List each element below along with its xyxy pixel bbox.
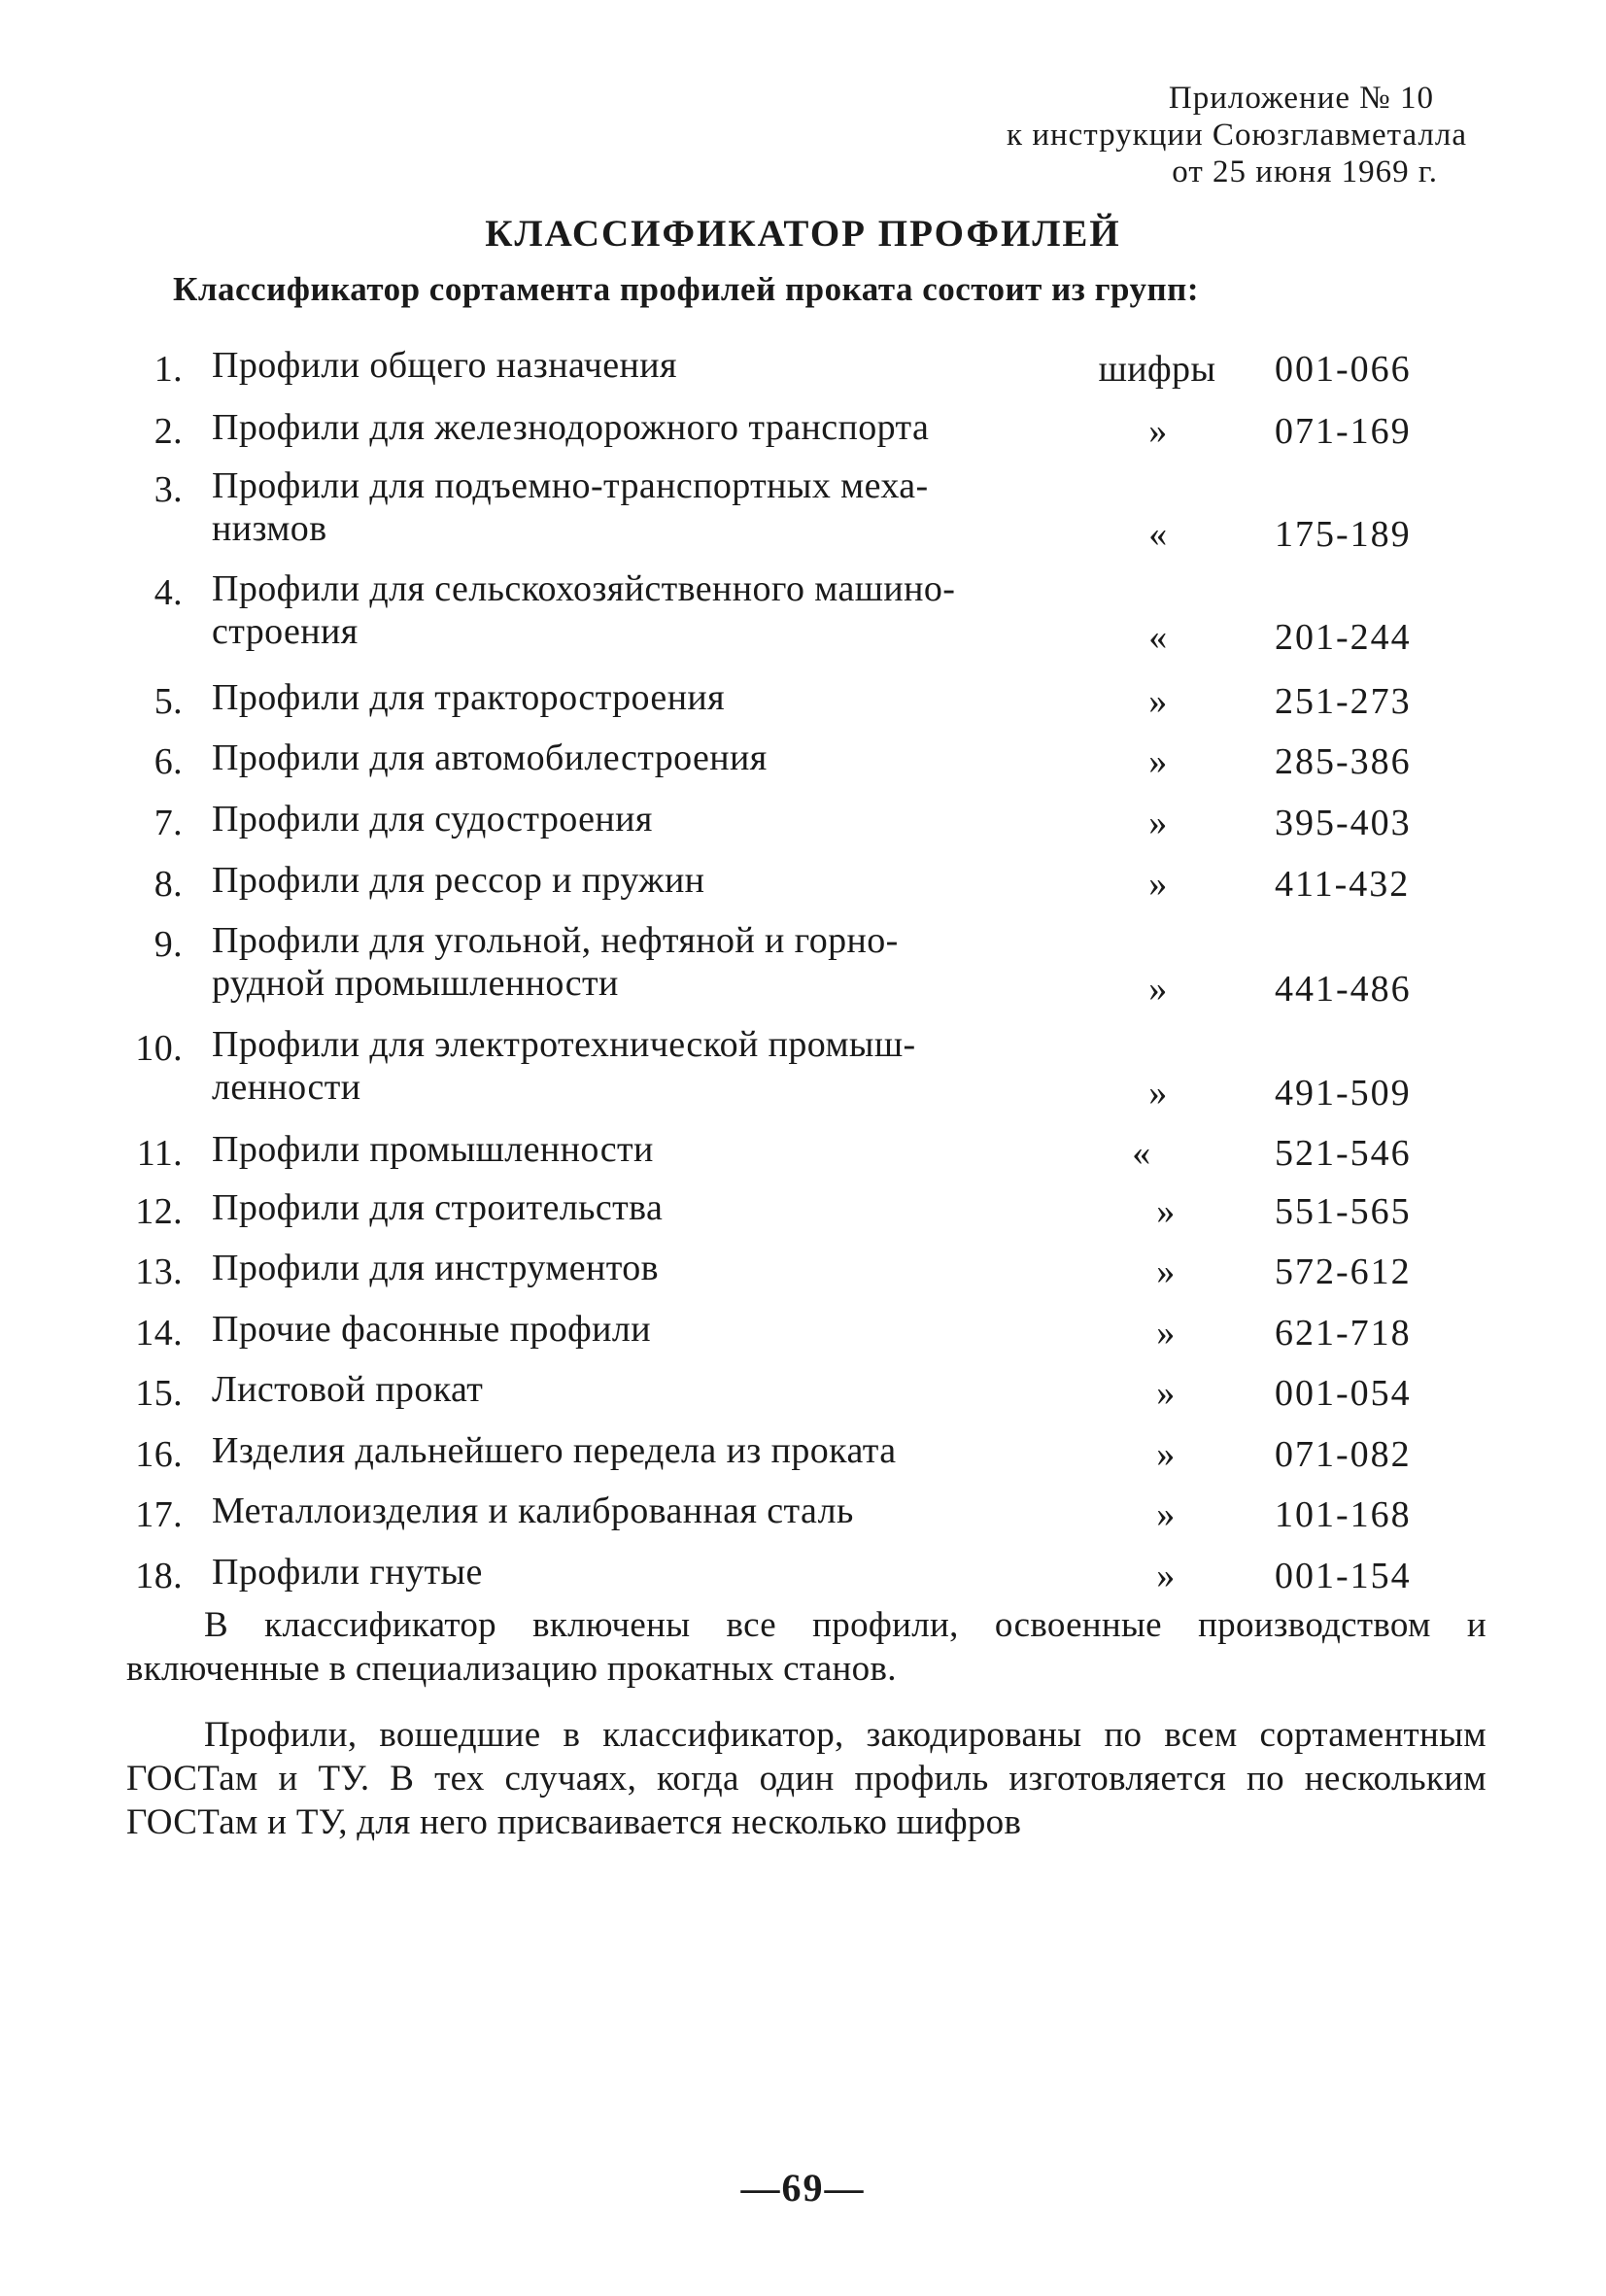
item-number: 17. [135, 1494, 183, 1535]
item-text [212, 1023, 1125, 1109]
item-number: 1. [154, 349, 183, 390]
item-text-line-1: Профили для сельскохозяйственного машино- [212, 568, 956, 609]
item-code: 411-432 [1275, 864, 1411, 905]
item-number: 16. [135, 1434, 183, 1475]
item-text [212, 1186, 1125, 1229]
paragraph-1-text: В классификатор включены все профили, освоенные производством и включенные в специализацию прокатных станов. [126, 1605, 1486, 1689]
item-number: 14. [135, 1313, 183, 1354]
item-text [212, 919, 1125, 1005]
item-text-line-1: Прочие фасонные профили [212, 1309, 651, 1350]
item-text-line-2: рудной промышленности [212, 963, 619, 1004]
item-number: 11. [136, 1133, 183, 1174]
item-number: 2. [154, 411, 183, 452]
item-code: 572-612 [1275, 1251, 1412, 1292]
item-marker: » [1148, 969, 1168, 1010]
item-number: 18. [135, 1556, 183, 1596]
item-marker: » [1156, 1556, 1176, 1596]
item-code: 101-168 [1275, 1494, 1412, 1535]
item-number: 7. [154, 803, 183, 843]
page-number: —69— [740, 2166, 866, 2210]
item-number: 9. [154, 924, 183, 965]
item-text-line-1: Металлоизделия и калиброванная сталь [212, 1491, 854, 1531]
item-text-line-1: Профили для тракторостроения [212, 677, 726, 718]
item-marker: » [1148, 681, 1168, 722]
item-text [212, 344, 1125, 387]
item-number: 3. [154, 469, 183, 510]
item-code: 621-718 [1275, 1313, 1412, 1354]
item-text-line-1: Профили для автомобилестроения [212, 737, 768, 778]
item-marker: » [1148, 803, 1168, 843]
item-text-line-2: ленности [212, 1067, 361, 1108]
item-text [212, 798, 1125, 840]
item-text [212, 737, 1125, 779]
item-code: 175-189 [1275, 514, 1412, 555]
item-text [212, 1128, 1125, 1171]
item-number: 8. [154, 864, 183, 905]
item-text [212, 406, 1125, 449]
item-text-line-1: Профили для судостроения [212, 799, 653, 840]
item-text-line-1: Профили гнутые [212, 1552, 483, 1593]
item-marker: » [1148, 1073, 1168, 1114]
item-number: 5. [154, 681, 183, 722]
item-text-line-1: Профили промышленности [212, 1129, 654, 1170]
item-number: 4. [154, 572, 183, 613]
item-text-line-1: Листовой прокат [212, 1369, 484, 1410]
item-text-line-2: строения [212, 611, 359, 652]
item-text [212, 1308, 1125, 1351]
appendix-reference [777, 80, 1467, 190]
item-code: 441-486 [1275, 969, 1412, 1010]
item-text-line-1: Профили общего назначения [212, 345, 677, 386]
item-code: 551-565 [1275, 1191, 1412, 1232]
item-number: 10. [135, 1028, 183, 1069]
item-text-line-2: низмов [212, 508, 327, 549]
item-marker: » [1148, 741, 1168, 782]
item-code: 071-169 [1275, 411, 1412, 452]
item-code: 251-273 [1275, 681, 1412, 722]
item-code: 521-546 [1275, 1133, 1412, 1174]
item-text [212, 1429, 1125, 1472]
item-marker: » [1156, 1313, 1176, 1354]
appendix-line-1: Приложение № 10 [1168, 81, 1434, 116]
item-marker: » [1156, 1434, 1176, 1475]
item-code: 001-054 [1275, 1373, 1412, 1414]
item-text-line-1: Изделия дальнейшего передела из проката [212, 1430, 897, 1471]
item-text-line-1: Профили для угольной, нефтяной и горно- [212, 920, 899, 961]
page-title: КЛАССИФИКАТОР ПРОФИЛЕЙ [485, 213, 1121, 255]
item-marker: » [1148, 864, 1168, 905]
item-text [212, 1247, 1125, 1289]
item-code: 001-154 [1275, 1556, 1412, 1596]
item-text-line-1: Профили для инструментов [212, 1248, 659, 1288]
item-text [212, 676, 1125, 719]
item-code: 201-244 [1275, 617, 1412, 658]
item-text [212, 1368, 1125, 1411]
item-code: 001-066 [1275, 349, 1412, 390]
item-marker: » [1156, 1373, 1176, 1414]
item-text [212, 1490, 1125, 1532]
item-code: 491-509 [1275, 1073, 1412, 1114]
item-code: 395-403 [1275, 803, 1412, 843]
item-marker: » [1156, 1191, 1176, 1232]
item-text [212, 567, 1125, 653]
item-text-line-1: Профили для электротехнической промыш- [212, 1024, 916, 1065]
item-number: 13. [135, 1251, 183, 1292]
appendix-line-2: к инструкции Союзглавметалла [1007, 118, 1467, 153]
item-marker: « [1148, 617, 1168, 658]
paragraph-2 [126, 1713, 1486, 1844]
item-number: 15. [135, 1373, 183, 1414]
item-marker: » [1148, 411, 1168, 452]
item-marker: шифры [1098, 349, 1216, 390]
item-text [212, 859, 1125, 902]
item-text [212, 464, 1125, 550]
item-number: 6. [154, 741, 183, 782]
item-text-line-1: Профили для железнодорожного транспорта [212, 407, 930, 448]
appendix-line-3: от 25 июня 1969 г. [1172, 154, 1438, 189]
item-text [212, 1551, 1125, 1593]
item-marker: « [1148, 514, 1168, 555]
item-marker: « [1132, 1133, 1151, 1174]
item-code: 285-386 [1275, 741, 1412, 782]
item-text-line-1: Профили для рессор и пружин [212, 860, 705, 901]
item-code: 071-082 [1275, 1434, 1412, 1475]
item-number: 12. [135, 1191, 183, 1232]
item-text-line-1: Профили для подъемно-транспортных меха- [212, 465, 929, 506]
item-marker: » [1156, 1494, 1176, 1535]
item-marker: » [1156, 1251, 1176, 1292]
item-text-line-1: Профили для строительства [212, 1187, 664, 1228]
paragraph-2-text: Профили, вошедшие в классификатор, закодированы по всем сортаментным ГОСТам и ТУ. В тех случаях, когда один профиль изготовляется по нескольким ГОСТам и ТУ, для него присваивается несколько шифров [126, 1715, 1486, 1842]
paragraph-1 [126, 1603, 1486, 1691]
page-subtitle: Классификатор сортамента профилей проката состоит из групп: [173, 270, 1199, 308]
